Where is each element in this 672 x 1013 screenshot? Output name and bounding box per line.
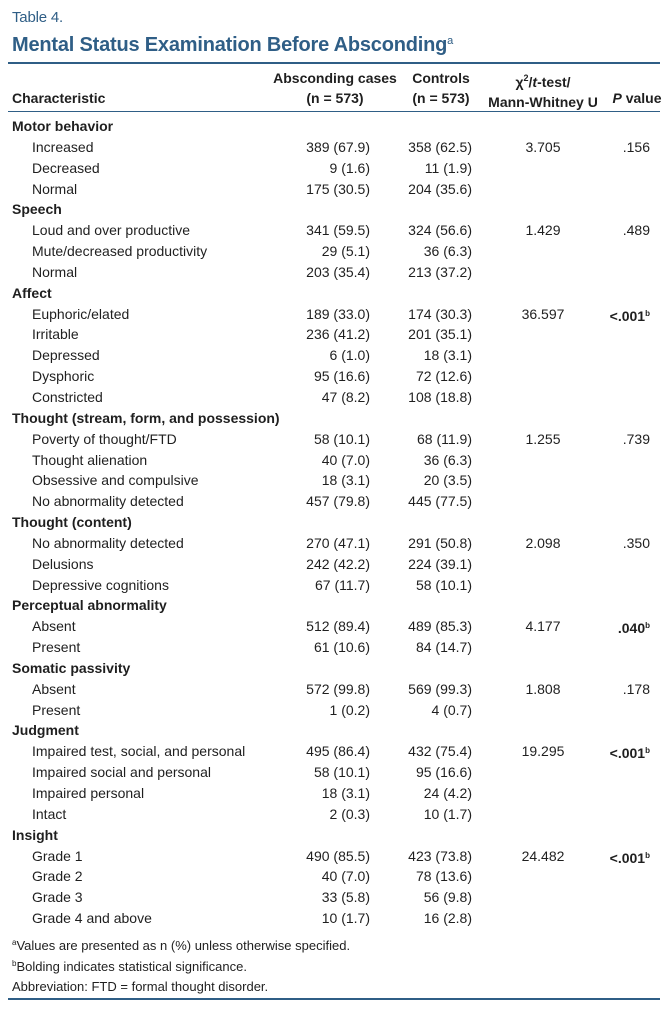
significance-marker: b: [645, 850, 650, 860]
p-value-cell: [606, 679, 650, 700]
test-statistic-cell: 1.429: [525, 222, 561, 239]
group-label: Judgment: [12, 722, 79, 739]
controls-cell: 20 (3.5): [423, 472, 472, 489]
cases-cell: 29 (5.1): [321, 243, 370, 260]
cases-cell: 95 (16.6): [313, 368, 370, 385]
controls-cell: 423 (73.8): [408, 847, 472, 864]
row-label: Grade 2: [32, 868, 83, 885]
p-value-text: .350: [622, 534, 650, 551]
row-label: Normal: [32, 180, 78, 197]
table-group-row: [0, 720, 672, 741]
controls-cell: 58 (10.1): [415, 576, 472, 593]
header-p-value: P value: [612, 90, 662, 106]
row-label: Thought alienation: [32, 451, 148, 468]
row-label: Depressive cognitions: [32, 576, 169, 593]
table-group-row: [0, 658, 672, 679]
test-statistic-cell: 19.295: [521, 743, 565, 760]
row-label: Grade 3: [32, 889, 83, 906]
table-title: [12, 34, 453, 57]
controls-cell: 24 (4.2): [423, 785, 472, 801]
controls-cell: 4 (0.7): [431, 701, 472, 718]
controls-cell: 36 (6.3): [423, 451, 472, 468]
group-label: Speech: [12, 201, 62, 218]
cases-cell: 457 (79.8): [306, 493, 370, 510]
table-row: [0, 700, 672, 721]
p-value-cell: [606, 137, 650, 158]
table-row: [0, 533, 672, 554]
p-value-cell: [606, 533, 650, 554]
table-group-row: [0, 512, 672, 533]
controls-cell: 324 (56.6): [408, 222, 472, 239]
row-label: Intact: [32, 805, 67, 822]
p-value-cell: [606, 741, 650, 764]
footnote-text: Bolding indicates statistical significance.: [16, 959, 247, 974]
row-label: Irritable: [32, 326, 79, 343]
cases-cell: 203 (35.4): [306, 263, 370, 280]
group-label: Perceptual abnormality: [12, 597, 167, 614]
row-label: Impaired social and personal: [32, 764, 211, 781]
table-row: [0, 866, 672, 887]
table-row: [0, 304, 672, 325]
p-value-text: .739: [622, 430, 650, 447]
cases-cell: 47 (8.2): [321, 388, 370, 405]
table-row: [0, 741, 672, 762]
table-row: [0, 575, 672, 596]
table-row: [0, 158, 672, 179]
bottom-rule: [8, 998, 660, 1000]
cases-cell: 18 (3.1): [321, 785, 370, 801]
controls-cell: 10 (1.7): [423, 805, 472, 822]
table-row: [0, 804, 672, 825]
p-value-text: <.001: [609, 307, 646, 324]
top-rule: [8, 62, 660, 64]
cases-cell: 18 (3.1): [321, 472, 370, 489]
footnote-marker: b: [12, 959, 17, 968]
table-row: [0, 387, 672, 408]
header-controls: [396, 68, 486, 108]
table-row: [0, 679, 672, 700]
header-rule: [8, 111, 660, 112]
cases-cell: 33 (5.8): [321, 889, 370, 906]
controls-cell: 84 (14.7): [415, 639, 472, 656]
cases-cell: 61 (10.6): [313, 639, 370, 656]
footnote-marker: a: [12, 938, 17, 947]
test-statistic-cell: 1.808: [525, 680, 561, 697]
table-row: [0, 637, 672, 658]
header-characteristic: Characteristic: [12, 90, 106, 106]
controls-cell: 36 (6.3): [423, 243, 472, 260]
header-test-statistic: [483, 68, 603, 112]
table-row: [0, 887, 672, 908]
controls-cell: 108 (18.8): [408, 388, 472, 405]
row-label: Present: [32, 639, 81, 656]
table-row: [0, 429, 672, 450]
controls-cell: 11 (1.9): [424, 159, 472, 176]
cases-cell: 40 (7.0): [321, 868, 370, 885]
header-cases-line2: (n = 573): [306, 90, 364, 106]
controls-cell: 78 (13.6): [415, 868, 472, 885]
cases-cell: 242 (42.2): [306, 555, 370, 572]
table-row: [0, 262, 672, 283]
cases-cell: 67 (11.7): [315, 576, 370, 593]
row-label: Impaired personal: [32, 785, 145, 801]
table-row: [0, 762, 672, 783]
group-label: Thought (content): [12, 514, 132, 531]
cases-cell: 58 (10.1): [313, 764, 370, 781]
cases-cell: 490 (85.5): [306, 847, 370, 864]
controls-cell: 569 (99.3): [408, 680, 472, 697]
test-statistic-cell: 36.597: [521, 305, 565, 322]
cases-cell: 175 (30.5): [306, 180, 370, 197]
row-label: Absent: [32, 618, 76, 635]
row-label: Constricted: [32, 388, 103, 405]
cases-cell: 1 (0.2): [329, 701, 370, 718]
cases-cell: 495 (86.4): [306, 743, 370, 760]
table-row: [0, 450, 672, 471]
header-controls-line1: Controls: [412, 70, 470, 86]
test-statistic-cell: 3.705: [525, 138, 561, 155]
row-label: Increased: [32, 138, 94, 155]
header-controls-line2: (n = 573): [412, 90, 470, 106]
cases-cell: 189 (33.0): [306, 305, 370, 322]
cases-cell: 270 (47.1): [306, 534, 370, 551]
footnote-text: Values are presented as n (%) unless otherwise specified.: [16, 938, 351, 953]
cases-cell: 40 (7.0): [321, 451, 370, 468]
row-label: Absent: [32, 680, 76, 697]
controls-cell: 224 (39.1): [408, 555, 472, 572]
p-value-cell: [606, 304, 650, 327]
cases-cell: 236 (41.2): [306, 326, 370, 343]
table-row: [0, 137, 672, 158]
controls-cell: 445 (77.5): [408, 493, 472, 510]
significance-marker: b: [645, 621, 650, 631]
title-footnote-marker: a: [447, 35, 454, 47]
group-label: Insight: [12, 826, 58, 843]
table-row: [0, 470, 672, 491]
row-label: Impaired test, social, and personal: [32, 743, 246, 760]
table-title-text: Mental Status Examination Before Absconding: [12, 34, 448, 56]
cases-cell: 6 (1.0): [329, 347, 370, 364]
controls-cell: 95 (16.6): [415, 764, 472, 781]
table-row: [0, 241, 672, 262]
row-label: Normal: [32, 263, 78, 280]
table-row: [0, 220, 672, 241]
footnote: [12, 959, 247, 974]
table-row: [0, 324, 672, 345]
p-value-text: .156: [622, 138, 650, 155]
controls-cell: 432 (75.4): [408, 743, 472, 760]
table-row: [0, 345, 672, 366]
controls-cell: 68 (11.9): [417, 430, 472, 447]
p-value-text: <.001: [609, 745, 646, 762]
row-label: Grade 1: [32, 847, 83, 864]
table-group-row: [0, 595, 672, 616]
cases-cell: 10 (1.7): [321, 910, 370, 927]
table-row: [0, 908, 672, 929]
table-group-row: [0, 116, 672, 137]
controls-cell: 18 (3.1): [423, 347, 472, 364]
p-value-cell: [606, 220, 650, 241]
group-label: Motor behavior: [12, 118, 114, 134]
p-value-text: .040: [617, 620, 646, 637]
test-statistic-cell: 24.482: [521, 847, 565, 864]
controls-cell: 16 (2.8): [423, 910, 472, 927]
cases-cell: 341 (59.5): [306, 222, 370, 239]
cases-cell: 389 (67.9): [306, 138, 370, 155]
table-row: [0, 491, 672, 512]
row-label: Depressed: [32, 347, 100, 364]
controls-cell: 201 (35.1): [408, 326, 472, 343]
controls-cell: 358 (62.5): [408, 138, 472, 155]
controls-cell: 204 (35.6): [408, 180, 472, 197]
table-label: Table 4.: [12, 9, 63, 26]
table-group-row: [0, 199, 672, 220]
controls-cell: 291 (50.8): [408, 534, 472, 551]
row-label: No abnormality detected: [32, 493, 184, 510]
test-statistic-cell: 1.255: [525, 430, 561, 447]
controls-cell: 56 (9.8): [423, 889, 472, 906]
group-label: Somatic passivity: [12, 659, 131, 676]
significance-marker: b: [645, 746, 650, 756]
header-test-line2: Mann-Whitney U: [488, 94, 598, 110]
header-absconding-cases: [255, 68, 415, 108]
row-label: Delusions: [32, 555, 94, 572]
p-value-cell: [606, 846, 650, 869]
row-label: No abnormality detected: [32, 534, 184, 551]
row-label: Decreased: [32, 159, 100, 176]
p-value-text: .489: [622, 222, 650, 239]
row-label: Poverty of thought/FTD: [32, 430, 177, 447]
row-label: Loud and over productive: [32, 222, 190, 239]
header-cases-line1: Absconding cases: [273, 70, 397, 86]
header-test-line1: $\chi^2/t-test/$: [515, 73, 571, 90]
table-row: [0, 554, 672, 575]
row-label: Mute/decreased productivity: [32, 243, 208, 260]
significance-marker: b: [645, 308, 650, 318]
table-group-row: [0, 283, 672, 304]
group-label: Thought (stream, form, and possession): [12, 409, 280, 426]
table-row: [0, 179, 672, 200]
table-group-row: [0, 825, 672, 846]
p-value-text: .178: [622, 680, 650, 697]
group-label: Affect: [12, 284, 52, 301]
p-value-cell: [606, 616, 650, 639]
row-label: Obsessive and compulsive: [32, 472, 199, 489]
cases-cell: 512 (89.4): [306, 618, 370, 635]
test-statistic-cell: 2.098: [525, 534, 561, 551]
controls-cell: 489 (85.3): [408, 618, 472, 635]
controls-cell: 174 (30.3): [408, 305, 472, 322]
row-label: Dysphoric: [32, 368, 95, 385]
cases-cell: 58 (10.1): [313, 430, 370, 447]
table-row: [0, 366, 672, 387]
test-statistic-cell: 4.177: [525, 618, 561, 635]
footnote-text: Abbreviation: FTD = formal thought disorder.: [12, 979, 269, 994]
table-group-row: [0, 408, 672, 429]
table-row: [0, 846, 672, 867]
row-label: Grade 4 and above: [32, 910, 152, 927]
footnote: [12, 938, 350, 953]
footnote: [12, 979, 268, 994]
row-label: Present: [32, 701, 81, 718]
table-body: [0, 116, 672, 929]
controls-cell: 72 (12.6): [415, 368, 472, 385]
table-row: [0, 616, 672, 637]
table-row: [0, 783, 672, 804]
cases-cell: 572 (99.8): [306, 680, 370, 697]
p-value-cell: [606, 429, 650, 450]
row-label: Euphoric/elated: [32, 305, 130, 322]
cases-cell: 2 (0.3): [329, 805, 370, 822]
controls-cell: 213 (37.2): [408, 263, 472, 280]
p-value-text: <.001: [609, 849, 646, 866]
cases-cell: 9 (1.6): [329, 159, 370, 176]
